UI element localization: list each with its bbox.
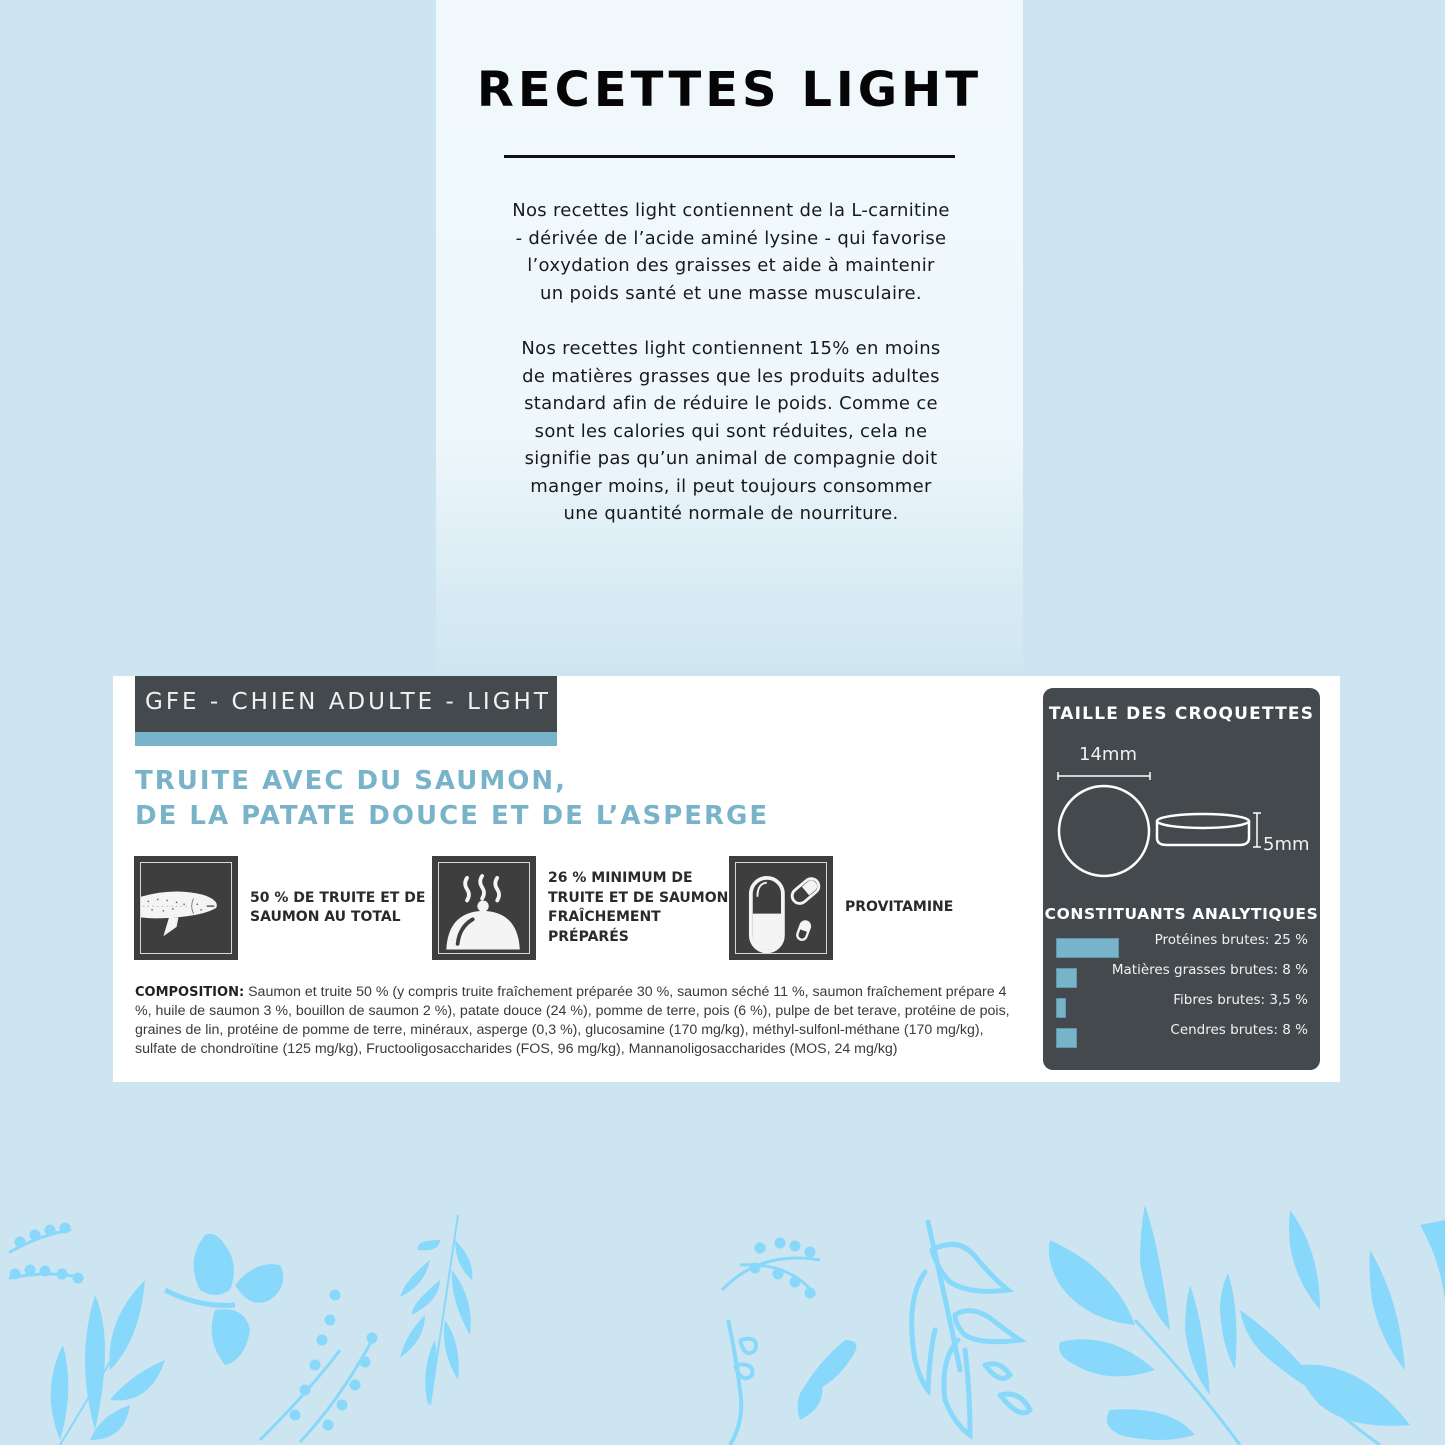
botanical-decoration-icon [0,1190,1445,1445]
feature-line: 26 % MINIMUM DE [548,870,693,886]
feature-line: TRUITE ET DE SAUMON [548,889,729,906]
product-title-line: DE LA PATATE DOUCE ET DE L’ASPERGE [135,801,770,831]
analytic-row-fat [1056,962,1308,986]
kibble-diameter: 14mm [1079,744,1137,765]
kibble-size-title: TAILLE DES CROQUETTES [1048,704,1315,724]
composition-text [135,983,1025,1059]
intro-card [436,0,1023,672]
analytic-row-ash [1056,1022,1308,1046]
intro-title: RECETTES LIGHT [476,62,983,118]
analytic-bar [1056,968,1077,988]
paragraph-line: l’oxydation des graisses et aide à maintenir [527,255,935,276]
product-card [113,676,1340,1082]
paragraph-line: manger moins, il peut toujours consommer [530,475,932,497]
kibble-thickness: 5mm [1263,834,1310,855]
feature-text [845,898,953,918]
analytic-label: Matières grasses brutes: 8 % [1111,962,1308,978]
analytic-row-fiber [1056,992,1308,1016]
feature-text [548,869,728,947]
feature-line: 50 % DE TRUITE ET DE [250,889,426,906]
paragraph-line: un poids santé et une masse musculaire. [540,282,922,304]
pills-icon [729,856,833,960]
analytic-label: Cendres brutes: 8 % [1170,1022,1308,1038]
paragraph-line: - dérivée de l’acide aminé lysine - qui favorise [515,227,947,249]
analytic-bar [1056,998,1066,1018]
cloche-icon [432,856,536,960]
feature-line: FRAÎCHEMENT [548,909,661,925]
analytic-bar [1056,938,1119,958]
kibble-diagram-icon [1043,758,1320,888]
paragraph-line: une quantité normale de nourriture. [563,503,899,524]
analytic-row-protein [1056,932,1308,956]
paragraph-line: de matières grasses que les produits adultes [522,365,940,387]
feature-line: PROVITAMINE [845,899,954,916]
intro-paragraph-1 [496,197,966,307]
fish-icon [134,856,238,960]
label-accent-bar [135,732,557,746]
analytic-bar [1056,1028,1077,1048]
paragraph-line: signifie pas qu’un animal de compagnie doit [524,448,938,469]
product-title [135,764,769,834]
product-title-line: TRUITE AVEC DU SAUMON, [135,766,567,796]
specs-panel [1043,688,1320,1070]
analytics-title: CONSTITUANTS ANALYTIQUES [1044,905,1319,923]
analytic-label: Protéines brutes: 25 % [1154,932,1308,948]
feature-trout-salmon-total [134,856,425,960]
composition-ingredients: Saumon et truite 50 % (y compris truite fraîchement préparée 30 %, saumon séché 11 %, saumon fraîchement prépare 4 %, huile de saumon 3 %, bouillon de saumon 2 %), patate douce (24 %), pomme de terre, pois (6 %), pulpe de bet terave, protéine de pois, graines de lin, protéine de pomme de terre, minéraux, asperge (0,3 %), glucosamine (170 mg/kg), méthyl-sulfonl-méthane (170 mg/kg), sulfate de chondroïtine (125 mg/kg), Fructooligosaccharides (FOS, 96 mg/kg), Mannanoligosaccharides (MOS, 24 mg/kg) [135,984,1010,1057]
paragraph-line: sont les calories qui sont réduites, cela ne [534,420,928,442]
paragraph-line: Nos recettes light contiennent 15% en moins [521,338,941,359]
feature-freshly-prepared [432,856,728,960]
title-divider [504,155,955,158]
paragraph-line: Nos recettes light contiennent de la L-carnitine [512,200,950,221]
paragraph-line: standard afin de réduire le poids. Comme ce [524,393,938,414]
feature-line: PRÉPARÉS [548,928,629,945]
feature-provitamin [729,856,953,960]
composition-label: COMPOSITION: [135,985,245,1000]
product-label-banner: GFE - CHIEN ADULTE - LIGHT [135,676,557,732]
intro-paragraph-2 [496,335,966,528]
feature-text [250,889,425,928]
analytic-label: Fibres brutes: 3,5 % [1173,992,1308,1008]
feature-line: SAUMON AU TOTAL [250,909,401,925]
